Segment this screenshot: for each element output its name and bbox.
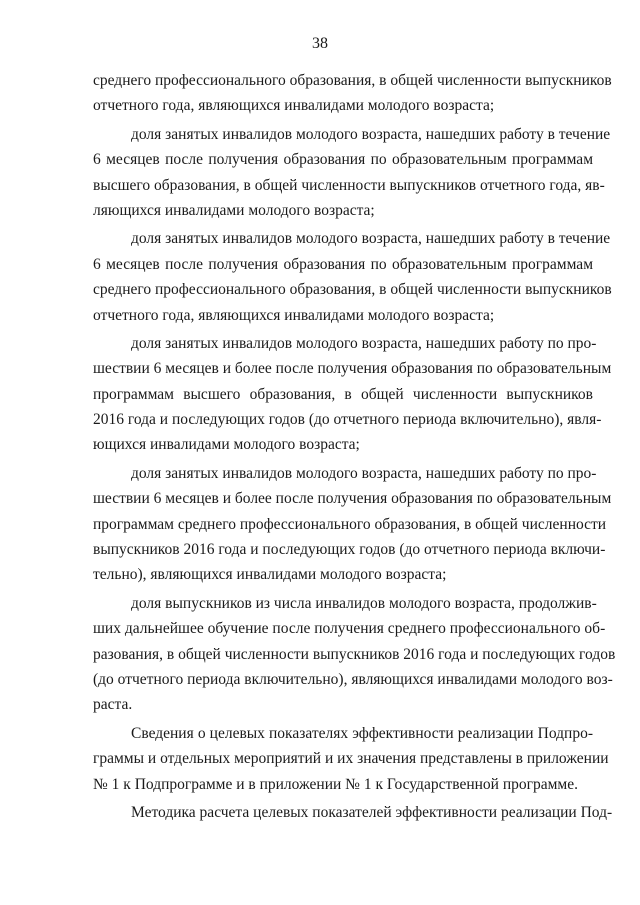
paragraph xyxy=(93,122,611,224)
text-line: доля занятых инвалидов молодого возраста, нашедших работу по про- xyxy=(131,334,597,352)
text-line: Сведения о целевых показателях эффективности реализации Подпро- xyxy=(131,724,593,742)
paragraph xyxy=(93,461,612,588)
paragraph xyxy=(93,226,612,328)
text-line: ших дальнейшее обучение после получения среднего профессионального об- xyxy=(93,620,606,638)
paragraph xyxy=(93,68,612,119)
text-line: доля занятых инвалидов молодого возраста, нашедших работу в течение xyxy=(131,230,611,248)
text-line: высшего образования, в общей численности выпускников отчетного года, яв- xyxy=(93,176,605,194)
text-line: среднего профессионального образования, в общей численности выпускников xyxy=(93,72,612,89)
text-line: 6 месяцев после получения образования по образовательным программам xyxy=(93,255,593,273)
text-line: доля занятых инвалидов молодого возраста, нашедших работу в течение xyxy=(131,125,611,143)
text-line: шествии 6 месяцев и более после получения образования по образовательным xyxy=(93,490,612,508)
text-line: граммы и отдельных мероприятий и их значения представлены в приложении xyxy=(93,750,609,768)
text-line: отчетного года, являющихся инвалидами молодого возраста; xyxy=(93,306,495,324)
document-body xyxy=(93,68,616,825)
text-line: доля выпускников из числа инвалидов молодого возраста, продолжив- xyxy=(131,594,597,612)
text-line: отчетного года, являющихся инвалидами молодого возраста; xyxy=(93,97,495,115)
paragraph xyxy=(93,721,609,797)
text-line: выпускников 2016 года и последующих годов (до отчетного периода включи- xyxy=(93,541,606,559)
text-line: программам высшего образования, в общей численности выпускников xyxy=(93,385,593,403)
text-line: тельно), являющихся инвалидами молодого возраста; xyxy=(93,566,447,584)
text-line: программам среднего профессионального образования, в общей численности xyxy=(93,515,607,533)
text-line: 6 месяцев после получения образования по образовательным программам xyxy=(93,151,593,169)
text-line: 2016 года и последующих годов (до отчетного периода включительно), явля- xyxy=(93,411,602,429)
text-line: среднего профессионального образования, в общей численности выпускников xyxy=(93,281,612,299)
text-line: шествии 6 месяцев и более после получения образования по образовательным xyxy=(93,360,612,378)
text-line: № 1 к Подпрограмме и в приложении № 1 к Государственной программе. xyxy=(93,775,578,793)
text-line: разования, в общей численности выпускников 2016 года и последующих годов xyxy=(93,645,616,663)
paragraph xyxy=(93,800,613,825)
paragraph xyxy=(93,331,612,458)
paragraph xyxy=(93,591,616,718)
text-line: (до отчетного периода включительно), являющихся инвалидами молодого воз- xyxy=(93,670,613,688)
text-line: Методика расчета целевых показателей эффективности реализации Под- xyxy=(131,803,613,821)
page-number: 38 xyxy=(312,35,328,52)
text-line: раста. xyxy=(93,696,133,714)
text-line: доля занятых инвалидов молодого возраста, нашедших работу по про- xyxy=(131,464,597,482)
text-line: ляющихся инвалидами молодого возраста; xyxy=(93,201,375,219)
text-line: ющихся инвалидами молодого возраста; xyxy=(93,436,360,454)
